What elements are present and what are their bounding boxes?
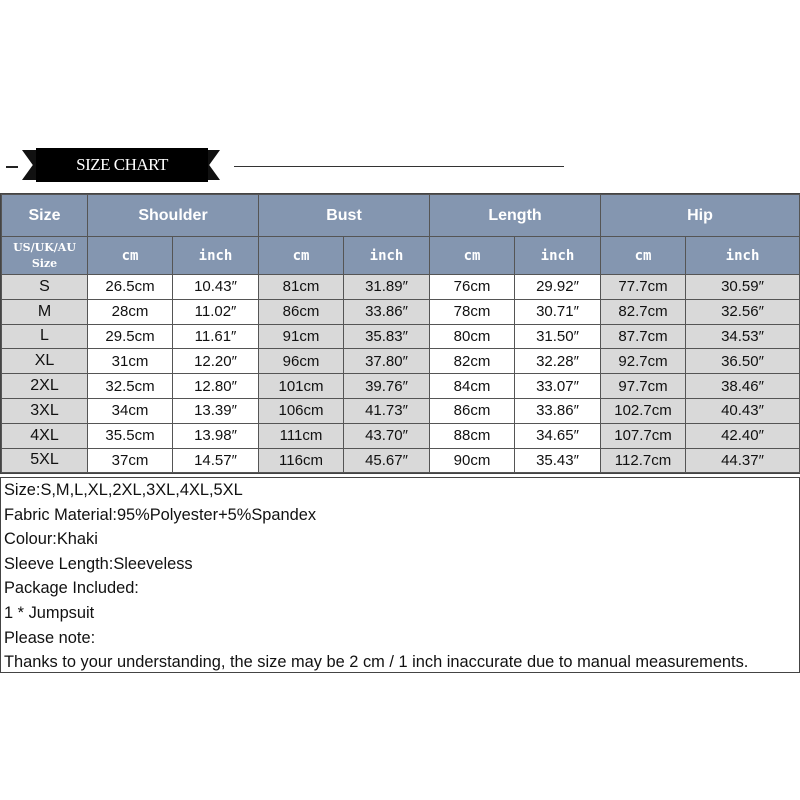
bust-cm-cell: 86cm xyxy=(259,299,344,324)
table-row xyxy=(2,324,800,349)
size-cell: 3XL xyxy=(2,398,88,423)
size-table-body xyxy=(2,275,800,473)
shoulder-inch-cell: 12.20″ xyxy=(173,349,259,374)
hip-inch-cell: 44.37″ xyxy=(686,448,800,473)
bust-inch-cell: 41.73″ xyxy=(344,398,430,423)
bust-inch-header: inch xyxy=(344,237,430,275)
length-inch-cell: 33.07″ xyxy=(515,374,601,399)
bust-cm-cell: 101cm xyxy=(259,374,344,399)
bust-cm-header: cm xyxy=(259,237,344,275)
length-header: Length xyxy=(430,195,601,237)
hip-cm-cell: 77.7cm xyxy=(601,275,686,300)
size-table xyxy=(1,194,800,473)
length-inch-cell: 29.92″ xyxy=(515,275,601,300)
bust-cm-cell: 96cm xyxy=(259,349,344,374)
shoulder-inch-cell: 10.43″ xyxy=(173,275,259,300)
size-subheader-region: US/UK/AU xyxy=(13,240,76,254)
length-cm-cell: 86cm xyxy=(430,398,515,423)
bust-cm-cell: 91cm xyxy=(259,324,344,349)
table-row xyxy=(2,349,800,374)
size-cell: 5XL xyxy=(2,448,88,473)
table-row xyxy=(2,374,800,399)
length-inch-cell: 31.50″ xyxy=(515,324,601,349)
hip-cm-cell: 87.7cm xyxy=(601,324,686,349)
hip-inch-cell: 40.43″ xyxy=(686,398,800,423)
size-header: Size xyxy=(2,195,88,237)
shoulder-cm-cell: 37cm xyxy=(88,448,173,473)
shoulder-cm-cell: 29.5cm xyxy=(88,324,173,349)
hip-cm-cell: 97.7cm xyxy=(601,374,686,399)
banner-dash xyxy=(6,166,18,168)
shoulder-cm-cell: 32.5cm xyxy=(88,374,173,399)
size-subheader xyxy=(2,237,88,275)
hip-inch-cell: 42.40″ xyxy=(686,423,800,448)
note-line: 1 * Jumpsuit xyxy=(4,603,95,622)
hip-cm-cell: 107.7cm xyxy=(601,423,686,448)
table-subheader-row xyxy=(2,237,800,275)
bust-inch-cell: 37.80″ xyxy=(344,349,430,374)
table-row xyxy=(2,398,800,423)
bust-cm-cell: 106cm xyxy=(259,398,344,423)
hip-cm-header: cm xyxy=(601,237,686,275)
note-line: Sleeve Length:Sleeveless xyxy=(4,554,193,573)
banner-rule xyxy=(234,166,564,167)
hip-inch-cell: 32.56″ xyxy=(686,299,800,324)
product-notes xyxy=(0,477,800,673)
length-cm-cell: 82cm xyxy=(430,349,515,374)
shoulder-inch-cell: 14.57″ xyxy=(173,448,259,473)
hip-cm-cell: 112.7cm xyxy=(601,448,686,473)
bust-cm-cell: 81cm xyxy=(259,275,344,300)
shoulder-header: Shoulder xyxy=(88,195,259,237)
length-inch-header: inch xyxy=(515,237,601,275)
bust-inch-cell: 45.67″ xyxy=(344,448,430,473)
bust-cm-cell: 116cm xyxy=(259,448,344,473)
length-cm-cell: 90cm xyxy=(430,448,515,473)
length-cm-cell: 88cm xyxy=(430,423,515,448)
shoulder-inch-header: inch xyxy=(173,237,259,275)
note-line: Please note: xyxy=(4,628,96,647)
hip-header: Hip xyxy=(601,195,800,237)
bust-inch-cell: 35.83″ xyxy=(344,324,430,349)
table-header-row xyxy=(2,195,800,237)
size-subheader-label: Size xyxy=(31,256,58,270)
shoulder-inch-cell: 13.98″ xyxy=(173,423,259,448)
length-inch-cell: 34.65″ xyxy=(515,423,601,448)
shoulder-inch-cell: 11.61″ xyxy=(173,324,259,349)
length-cm-cell: 76cm xyxy=(430,275,515,300)
shoulder-inch-cell: 11.02″ xyxy=(173,299,259,324)
length-cm-cell: 78cm xyxy=(430,299,515,324)
bust-inch-cell: 31.89″ xyxy=(344,275,430,300)
hip-inch-cell: 30.59″ xyxy=(686,275,800,300)
bust-inch-cell: 39.76″ xyxy=(344,374,430,399)
bust-header: Bust xyxy=(259,195,430,237)
length-inch-cell: 35.43″ xyxy=(515,448,601,473)
banner-title: SIZE CHART xyxy=(36,148,208,182)
hip-cm-cell: 82.7cm xyxy=(601,299,686,324)
shoulder-cm-cell: 26.5cm xyxy=(88,275,173,300)
size-cell: S xyxy=(2,275,88,300)
length-inch-cell: 33.86″ xyxy=(515,398,601,423)
note-line: Size:S,M,L,XL,2XL,3XL,4XL,5XL xyxy=(4,481,243,499)
note-line: Package Included: xyxy=(4,579,139,598)
hip-inch-cell: 34.53″ xyxy=(686,324,800,349)
size-cell: M xyxy=(2,299,88,324)
shoulder-cm-header: cm xyxy=(88,237,173,275)
table-row xyxy=(2,299,800,324)
hip-inch-cell: 38.46″ xyxy=(686,374,800,399)
table-row xyxy=(2,423,800,448)
length-cm-cell: 80cm xyxy=(430,324,515,349)
note-line: Fabric Material:95%Polyester+5%Spandex xyxy=(4,505,317,524)
size-cell: 2XL xyxy=(2,374,88,399)
hip-inch-header: inch xyxy=(686,237,800,275)
shoulder-inch-cell: 12.80″ xyxy=(173,374,259,399)
size-cell: 4XL xyxy=(2,423,88,448)
bust-inch-cell: 43.70″ xyxy=(344,423,430,448)
shoulder-cm-cell: 28cm xyxy=(88,299,173,324)
bust-cm-cell: 111cm xyxy=(259,423,344,448)
bust-inch-cell: 33.86″ xyxy=(344,299,430,324)
shoulder-cm-cell: 31cm xyxy=(88,349,173,374)
hip-inch-cell: 36.50″ xyxy=(686,349,800,374)
length-cm-header: cm xyxy=(430,237,515,275)
size-cell: L xyxy=(2,324,88,349)
shoulder-inch-cell: 13.39″ xyxy=(173,398,259,423)
hip-cm-cell: 102.7cm xyxy=(601,398,686,423)
length-inch-cell: 30.71″ xyxy=(515,299,601,324)
note-line: Thanks to your understanding, the size may be 2 cm / 1 inch inaccurate due to manual measurements. xyxy=(4,653,749,672)
length-cm-cell: 84cm xyxy=(430,374,515,399)
hip-cm-cell: 92.7cm xyxy=(601,349,686,374)
size-cell: XL xyxy=(2,349,88,374)
size-table-container xyxy=(0,193,800,474)
length-inch-cell: 32.28″ xyxy=(515,349,601,374)
note-line: Colour:Khaki xyxy=(4,530,98,549)
shoulder-cm-cell: 34cm xyxy=(88,398,173,423)
shoulder-cm-cell: 35.5cm xyxy=(88,423,173,448)
table-row xyxy=(2,275,800,300)
size-chart-banner xyxy=(0,148,800,188)
table-row xyxy=(2,448,800,473)
